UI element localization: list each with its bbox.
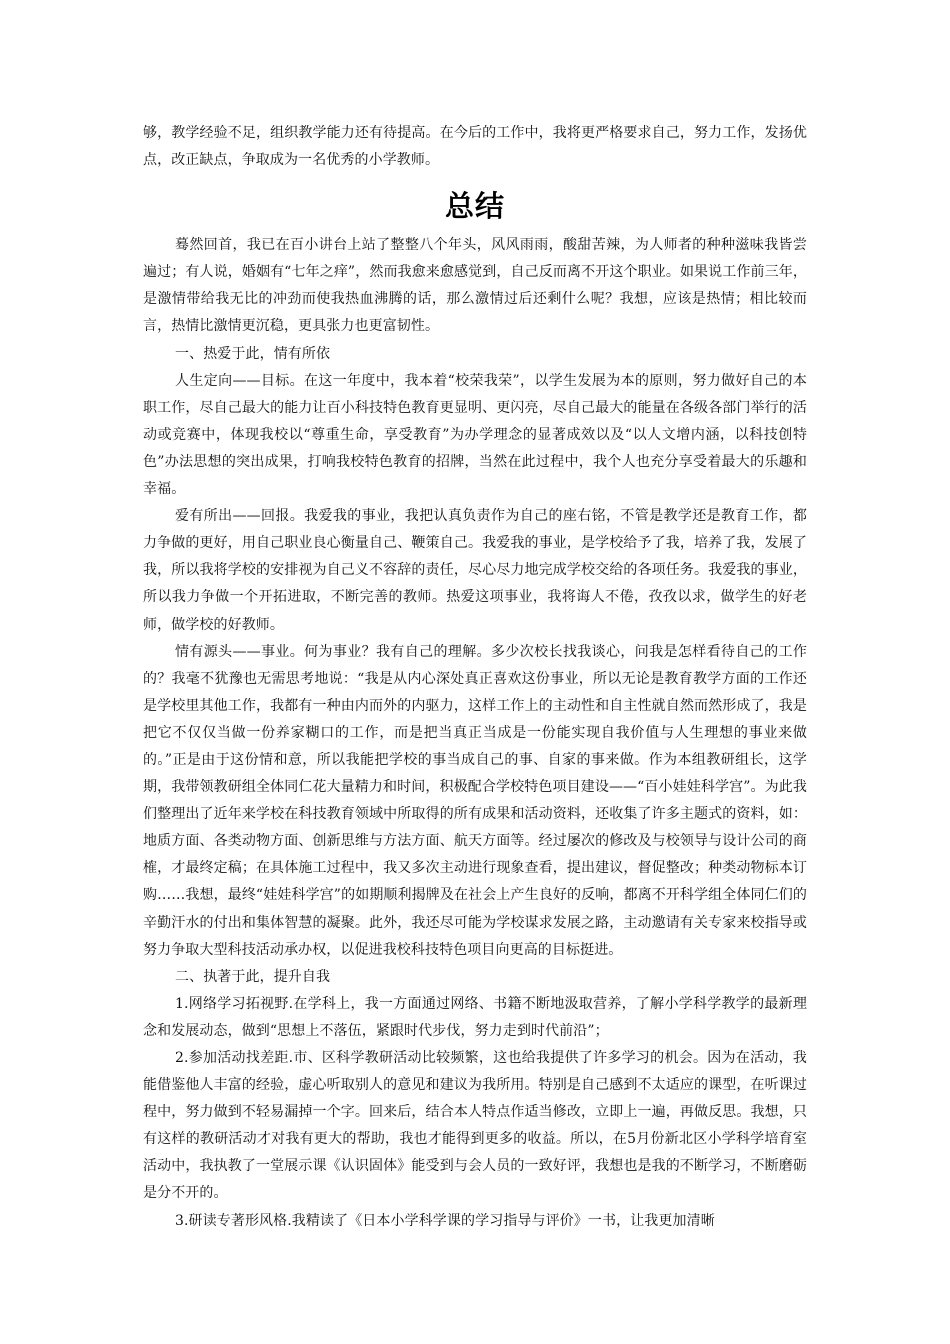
section-heading-1: 一、热爱于此，情有所依: [175, 345, 331, 362]
paragraph-goal: 人生定向——目标。在这一年度中，我本着“校荣我荣”，以学生发展为本的原则，努力做好自己的本职工作，尽自己最大的能力让百小科技特色教育更显明、更闪亮，尽自己最大的能量在各级各部门举行的活动或竞赛中，体现我校以“尊重生命，享受教育”为办学理念的显著成效以及“以人文增内涵，以科技创特色”办法思想的突出成果，打响我校特色教育的招牌，当然在此过程中，我个人也充分享受着最大的乐趣和幸福。: [143, 372, 807, 498]
section-heading-2: 二、执著于此，提升自我: [175, 968, 331, 985]
paragraph-item-1: 1.网络学习拓视野.在学科上，我一方面通过网络、书籍不断地汲取营养，了解小学科学教学的最新理念和发展动态，做到“思想上不落伍，紧跟时代步伐，努力走到时代前沿”；: [143, 995, 807, 1039]
intro-paragraph: 够，教学经验不足，组织教学能力还有待提高。在今后的工作中，我将更严格要求自己，努力工作，发扬优点，改正缺点，争取成为一名优秀的小学教师。: [143, 125, 807, 169]
document-page: [143, 120, 807, 1235]
paragraph-opening: 蓦然回首，我已在百小讲台上站了整整八个年头，风风雨雨，酸甜苦辣，为人师者的种种滋味我皆尝遍过；有人说，婚姻有“七年之痒”，然而我愈来愈感觉到，自己反而离不开这个职业。如果说工作前三年，是激情带给我无比的冲劲而使我热血沸腾的话，那么激情过后还剩什么呢？我想，应该是热情；相比较而言，热情比激情更沉稳，更具张力也更富韧性。: [143, 237, 807, 335]
document-title: 总结: [444, 189, 505, 224]
paragraph-career: 情有源头——事业。何为事业？我有自己的理解。多少次校长找我谈心，问我是怎样看待自己的工作的？我毫不犹豫也无需思考地说：“我是从内心深处真正喜欢这份事业，所以无论是教育教学方面的工作还是学校里其他工作，我都有一种由内而外的内驱力，这样工作上的主动性和自主性就自然而然形成了，我是把它不仅仅当做一份养家糊口的工作，而是把当真正当成是一份能实现自我价值与人生理想的事业来做的。”正是由于这份情和意，所以我能把学校的事当成自己的事、自家的事来做。作为本组教研组长，这学期，我带领教研组全体同仁花大量精力和时间，积极配合学校特色项目建设——“百小娃娃科学宫”。为此我们整理出了近年来学校在科技教育领域中所取得的所有成果和活动资料，还收集了许多主题式的资料，如：地质方面、各类动物方面、创新思维与方法方面、航天方面等。经过屡次的修改及与校领导与设计公司的商榷，才最终定稿；在具体施工过程中，我又多次主动进行现象查看，提出建议，督促整改；种类动物标本订购……我想，最终“娃娃科学宫”的如期顺利揭牌及在社会上产生良好的反响，都离不开科学组全体同仁们的辛勤汗水的付出和集体智慧的凝聚。此外，我还尽可能为学校谋求发展之路，主动邀请有关专家来校指导或努力争取大型科技活动承办权，以促进我校科技特色项目向更高的目标挺进。: [143, 643, 807, 958]
paragraph-item-3: 3.研读专著形风格.我精读了《日本小学科学课的学习指导与评价》一书，让我更加清晰: [175, 1212, 715, 1229]
paragraph-return: 爱有所出——回报。我爱我的事业，我把认真负责作为自己的座右铭，不管是教学还是教育工作，都力争做的更好，用自己职业良心衡量自己、鞭策自己。我爱我的事业，是学校给予了我，培养了我，发展了我，所以我将学校的安排视为自己义不容辞的责任，尽心尽力地完成学校交给的各项任务。我爱我的事业，所以我力争做一个开拓进取，不断完善的教师。热爱这项事业，我将诲人不倦，孜孜以求，做学生的好老师，做学校的好教师。: [143, 508, 807, 633]
paragraph-item-2: 2.参加活动找差距.市、区科学教研活动比较频繁，这也给我提供了许多学习的机会。因为在活动，我能借鉴他人丰富的经验，虚心听取别人的意见和建议为我所用。特别是自己感到不太适应的课型，在听课过程中，努力做到不轻易漏掉一个字。回来后，结合本人特点作适当修改，立即上一遍，再做反思。我想，只有这样的教研活动才对我有更大的帮助，我也才能得到更多的收益。所以，在5月份新北区小学科学培育室活动中，我执教了一堂展示课《认识固体》能受到与会人员的一致好评，我想也是我的不断学习，不断磨砺是分不开的。: [143, 1050, 807, 1202]
